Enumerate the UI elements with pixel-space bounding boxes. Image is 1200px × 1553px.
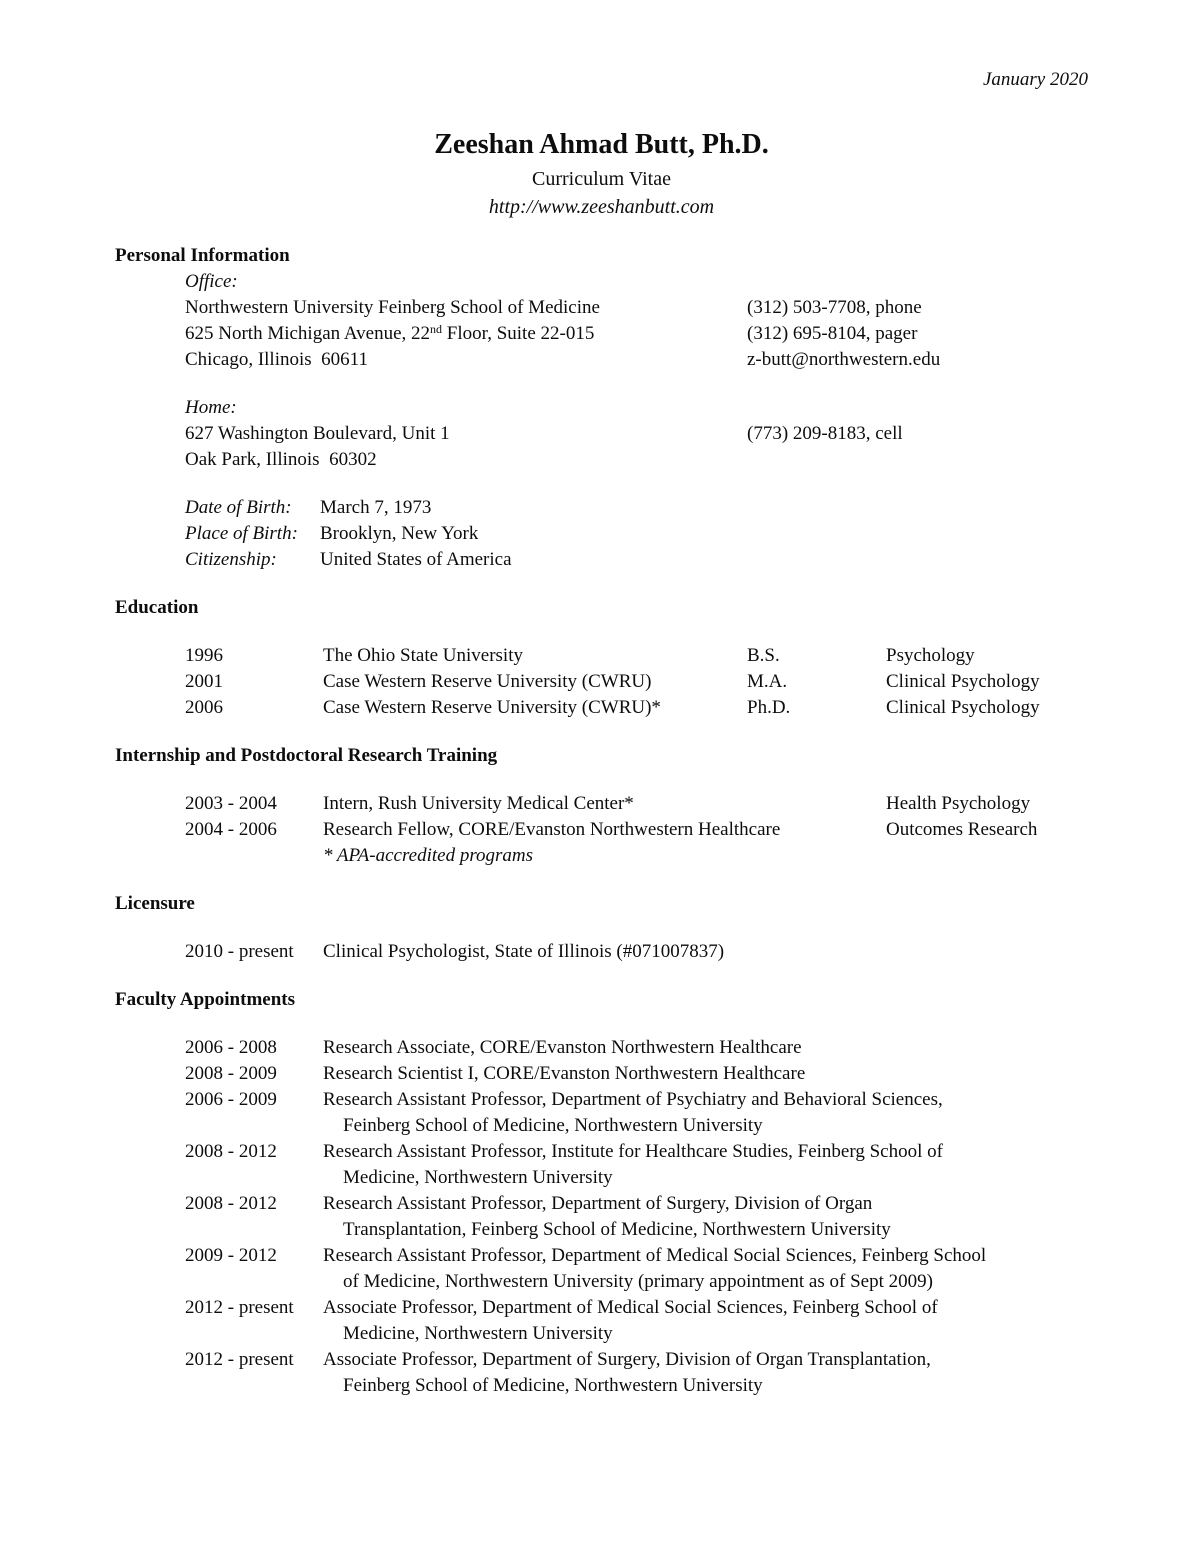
appointment-description: Research Assistant Professor, Institute for Healthcare Studies, Feinberg School of (323, 1141, 943, 1162)
faculty-appointment-row (185, 1035, 1088, 1061)
vitals-block (185, 495, 1088, 573)
document-header (115, 125, 1088, 221)
education-field: Clinical Psychology (886, 697, 1040, 718)
document-subtitle: Curriculum Vitae (532, 168, 671, 190)
date-of-birth-label: Date of Birth: (185, 497, 292, 518)
personal-information-heading: Personal Information (115, 245, 290, 266)
vital-row-citizenship (185, 547, 1088, 573)
education-institution: Case Western Reserve University (CWRU) (323, 671, 652, 692)
faculty-appointments-heading: Faculty Appointments (115, 989, 295, 1010)
office-pager: (312) 695-8104, pager (747, 323, 918, 344)
appointment-description: Research Assistant Professor, Department of Medical Social Sciences, Feinberg School (323, 1245, 987, 1266)
appointment-description-continued: Medicine, Northwestern University (343, 1167, 613, 1188)
appointment-description: Research Assistant Professor, Department of Psychiatry and Behavioral Sciences, (323, 1089, 943, 1110)
education-row (185, 669, 1088, 695)
internship-row (185, 791, 1088, 817)
personal-website-url: http://www.zeeshanbutt.com (488, 196, 715, 218)
citizenship-value: United States of America (320, 549, 512, 570)
section-faculty-appointments (115, 987, 1088, 1399)
education-heading: Education (115, 597, 199, 618)
licensure-row (185, 939, 1088, 965)
internship-row (185, 817, 1088, 843)
education-row (185, 643, 1088, 669)
home-address-line-1: 627 Washington Boulevard, Unit 1 (185, 423, 450, 444)
education-field: Psychology (886, 645, 975, 666)
licensure-description: Clinical Psychologist, State of Illinois (#071007837) (323, 941, 725, 962)
home-address-line-2: Oak Park, Illinois 60302 (185, 449, 377, 470)
licensure-heading: Licensure (115, 893, 195, 914)
appointment-description-continued: of Medicine, Northwestern University (primary appointment as of Sept 2009) (343, 1271, 933, 1292)
education-degree: B.S. (747, 645, 780, 666)
office-address-row-3 (185, 347, 1088, 373)
vital-row-place-of-birth (185, 521, 1088, 547)
office-phone: (312) 503-7708, phone (747, 297, 922, 318)
footnote-spacer (185, 843, 323, 869)
education-row (185, 695, 1088, 721)
home-label: Home: (185, 397, 237, 418)
appointment-description: Research Associate, CORE/Evanston Northwestern Healthcare (323, 1037, 802, 1058)
education-year: 1996 (185, 645, 223, 666)
internship-heading: Internship and Postdoctoral Research Training (115, 745, 498, 766)
licensure-years: 2010 - present (185, 941, 294, 962)
faculty-appointment-row (185, 1347, 1088, 1399)
appointment-years: 2008 - 2012 (185, 1193, 277, 1214)
internship-field: Outcomes Research (886, 819, 1038, 840)
faculty-appointment-row (185, 1191, 1088, 1243)
appointment-description-continued: Feinberg School of Medicine, Northwestern University (343, 1115, 763, 1136)
appointment-description: Research Scientist I, CORE/Evanston Northwestern Healthcare (323, 1063, 806, 1084)
education-degree: Ph.D. (747, 697, 791, 718)
appointment-years: 2006 - 2008 (185, 1037, 277, 1058)
education-year: 2006 (185, 697, 223, 718)
education-year: 2001 (185, 671, 223, 692)
faculty-appointment-row (185, 1295, 1088, 1347)
education-field: Clinical Psychology (886, 671, 1040, 692)
section-personal-information (115, 243, 1088, 573)
office-address-row-2 (185, 321, 1088, 347)
appointment-years: 2006 - 2009 (185, 1089, 277, 1110)
faculty-appointment-row (185, 1061, 1088, 1087)
education-institution: The Ohio State University (323, 645, 523, 666)
office-address-line-1: Northwestern University Feinberg School of Medicine (185, 297, 600, 318)
home-cell-phone: (773) 209-8183, cell (747, 423, 903, 444)
education-degree: M.A. (747, 671, 788, 692)
date-of-birth-value: March 7, 1973 (320, 497, 432, 518)
appointment-description-continued: Medicine, Northwestern University (343, 1323, 613, 1344)
faculty-appointment-row (185, 1139, 1088, 1191)
citizenship-label: Citizenship: (185, 549, 277, 570)
vital-row-date-of-birth (185, 495, 1088, 521)
appointment-description: Associate Professor, Department of Medical Social Sciences, Feinberg School of (323, 1297, 938, 1318)
place-of-birth-label: Place of Birth: (185, 523, 298, 544)
appointment-description: Associate Professor, Department of Surgery, Division of Organ Transplantation, (323, 1349, 931, 1370)
internship-field: Health Psychology (886, 793, 1031, 814)
faculty-appointment-row (185, 1087, 1088, 1139)
appointment-years: 2008 - 2009 (185, 1063, 277, 1084)
internship-position: Intern, Rush University Medical Center* (323, 793, 634, 814)
internship-footnote-row (185, 843, 1088, 869)
office-email: z-butt@northwestern.edu (747, 349, 941, 370)
section-education (115, 595, 1088, 721)
office-address-row-1 (185, 295, 1088, 321)
faculty-appointment-row (185, 1243, 1088, 1295)
appointment-years: 2008 - 2012 (185, 1141, 277, 1162)
appointment-years: 2012 - present (185, 1297, 294, 1318)
education-institution: Case Western Reserve University (CWRU)* (323, 697, 661, 718)
apa-accreditation-footnote: * APA-accredited programs (323, 845, 534, 866)
section-internship-training (115, 743, 1088, 869)
ordinal-superscript: nd (430, 322, 443, 336)
appointment-years: 2009 - 2012 (185, 1245, 277, 1266)
document-date: January 2020 (982, 69, 1088, 90)
office-address-line-3: Chicago, Illinois 60611 (185, 349, 368, 370)
home-address-row-1 (185, 421, 1088, 447)
person-name-title: Zeeshan Ahmad Butt, Ph.D. (434, 129, 769, 160)
appointment-years: 2012 - present (185, 1349, 294, 1370)
appointment-description: Research Assistant Professor, Department of Surgery, Division of Organ (323, 1193, 873, 1214)
internship-position: Research Fellow, CORE/Evanston Northwestern Healthcare (323, 819, 781, 840)
place-of-birth-value: Brooklyn, New York (320, 523, 479, 544)
appointment-description-continued: Transplantation, Feinberg School of Medicine, Northwestern University (343, 1219, 891, 1240)
office-label: Office: (185, 271, 238, 292)
section-licensure (115, 891, 1088, 965)
appointment-description-continued: Feinberg School of Medicine, Northwestern University (343, 1375, 763, 1396)
internship-years: 2003 - 2004 (185, 793, 277, 814)
office-address-line-2: 625 North Michigan Avenue, 22nd Floor, Suite 22-015 (185, 322, 595, 344)
internship-years: 2004 - 2006 (185, 819, 277, 840)
